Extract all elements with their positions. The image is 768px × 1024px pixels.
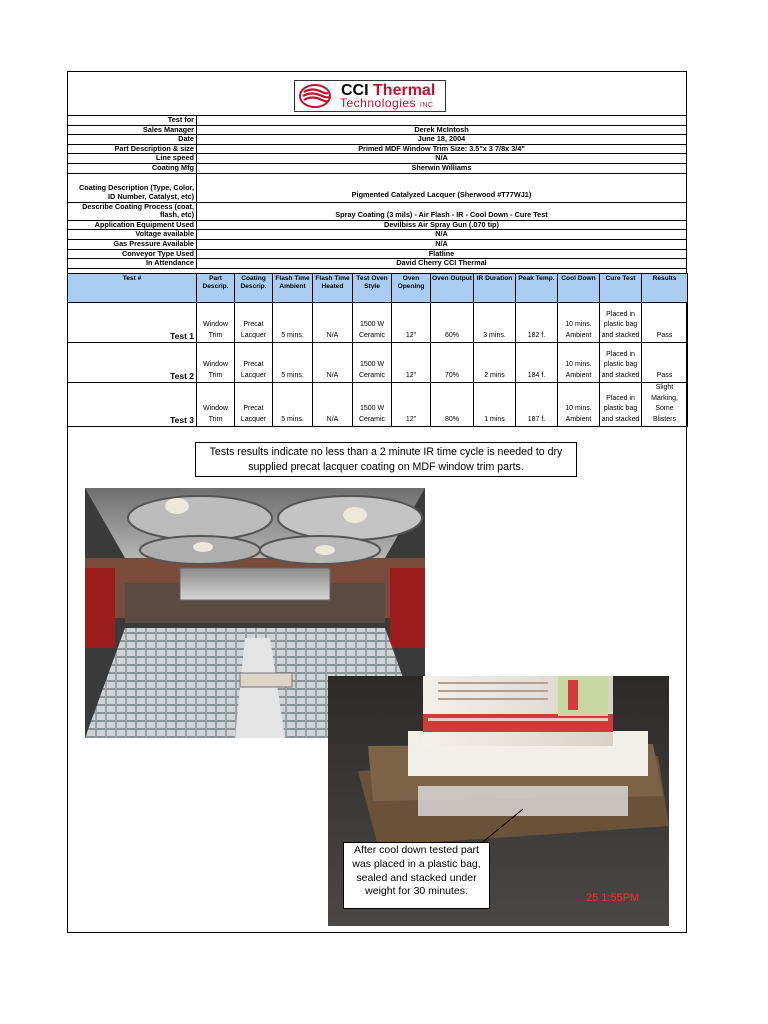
col-header: Cool Down [558, 274, 600, 303]
cell-result: Slight Marking, Some Blisters [642, 383, 688, 427]
test-info-table [67, 115, 687, 269]
cell-part: Window Trim [197, 343, 235, 383]
info-row [68, 154, 687, 164]
cell-cure-test: Placed in plastic bag and stacked [600, 343, 642, 383]
test-name: Test 1 [68, 303, 197, 343]
col-header: Results [642, 274, 688, 303]
info-label: Gas Pressure Available [68, 239, 197, 249]
cell-oven-opening: 12" [392, 383, 431, 427]
info-label: Test for [68, 116, 197, 126]
info-label: Voltage available [68, 230, 197, 240]
test-name: Test 3 [68, 383, 197, 427]
cell-oven-output: 60% [431, 303, 474, 343]
info-row [68, 220, 687, 230]
cell-result: Pass [642, 303, 688, 343]
col-header: Cure Test [600, 274, 642, 303]
photo-date-stamp: 25 1:55PM [586, 892, 640, 904]
cell-ir-duration: 2 mins [474, 343, 516, 383]
cell-oven-style: 1500 W Ceramic [353, 383, 392, 427]
info-value: N/A [197, 154, 687, 164]
info-value: Derek McIntosh [197, 125, 687, 135]
flame-swoosh-icon [298, 83, 332, 109]
info-value: Primed MDF Window Trim Size: 3.5"x 3 7/8x 3/4" [197, 144, 687, 154]
cell-flash-ambient: 5 mins. [273, 343, 313, 383]
cell-part: Window Trim [197, 303, 235, 343]
cell-cool-down: 10 mins. Ambient [558, 343, 600, 383]
cell-ir-duration: 3 mins. [474, 303, 516, 343]
info-row [68, 259, 687, 269]
cell-coating: Precat Lacquer [235, 303, 273, 343]
table-row [68, 383, 688, 427]
cell-oven-style: 1500 W Ceramic [353, 303, 392, 343]
col-header: Oven Opening [392, 274, 431, 303]
info-value: Pigmented Catalyzed Lacquer (Sherwood #T77WJ1) [197, 173, 687, 202]
col-header: Test # [68, 274, 197, 303]
cell-oven-output: 80% [431, 383, 474, 427]
cell-oven-opening: 12" [392, 343, 431, 383]
info-row [68, 239, 687, 249]
col-header: Oven Output [431, 274, 474, 303]
info-row [68, 202, 687, 220]
cell-oven-output: 70% [431, 343, 474, 383]
header-row [68, 274, 688, 303]
info-row [68, 116, 687, 126]
table-row [68, 343, 688, 383]
info-label: Coating Mfg [68, 163, 197, 173]
cell-peak-temp: 182 f. [516, 303, 558, 343]
info-value: David Cherry CCI Thermal [197, 259, 687, 269]
cell-cure-test: Placed in plastic bag and stacked [600, 383, 642, 427]
info-label: In Attendance [68, 259, 197, 269]
company-logo [294, 80, 446, 112]
info-value: N/A [197, 239, 687, 249]
info-value: Sherwin Williams [197, 163, 687, 173]
col-header: Coating Descrip. [235, 274, 273, 303]
info-label: Line speed [68, 154, 197, 164]
test-results-table [67, 273, 688, 427]
info-label: Describe Coating Process (coat, flash, etc) [68, 202, 197, 220]
col-header: Flash Time Ambient [273, 274, 313, 303]
cell-peak-temp: 187 f. [516, 383, 558, 427]
cell-part: Window Trim [197, 383, 235, 427]
cell-coating: Precat Lacquer [235, 383, 273, 427]
cell-oven-opening: 12" [392, 303, 431, 343]
info-label: Date [68, 135, 197, 145]
col-header: Test Oven Style [353, 274, 392, 303]
info-row [68, 135, 687, 145]
info-value: N/A [197, 230, 687, 240]
info-label: Coating Description (Type, Color, ID Number, Catalyst, etc) [68, 173, 197, 202]
cell-cool-down: 10 mins. Ambient [558, 303, 600, 343]
info-row [68, 125, 687, 135]
cell-flash-heated: N/A [313, 303, 353, 343]
cell-oven-style: 1500 W Ceramic [353, 343, 392, 383]
cell-coating: Precat Lacquer [235, 343, 273, 383]
cell-cool-down: 10 mins. Ambient [558, 383, 600, 427]
cell-flash-ambient: 5 mins. [273, 383, 313, 427]
logo-subtitle: Technologies INC [340, 96, 434, 110]
photo-caption: After cool down tested part was placed in a plastic bag, sealed and stacked under weight for 30 minutes. [343, 842, 490, 909]
cell-flash-heated: N/A [313, 343, 353, 383]
summary-note: Tests results indicate no less than a 2 minute IR time cycle is needed to dry supplied precat lacquer coating on MDF window trim parts. [195, 442, 577, 477]
cell-result: Pass [642, 343, 688, 383]
info-row [68, 230, 687, 240]
test-name: Test 2 [68, 343, 197, 383]
info-value [197, 116, 687, 126]
info-label: Sales Manager [68, 125, 197, 135]
col-header: Peak Temp. [516, 274, 558, 303]
col-header: Flash Time Heated [313, 274, 353, 303]
info-row [68, 163, 687, 173]
info-value: Spray Coating (3 mils) - Air Flash - IR - Cool Down - Cure Test [197, 202, 687, 220]
info-value: Devilbiss Air Spray Gun (.070 tip) [197, 220, 687, 230]
info-label: Application Equipment Used [68, 220, 197, 230]
logo-brand: CCI Thermal [341, 82, 436, 99]
info-value: June 18, 2004 [197, 135, 687, 145]
info-row [68, 249, 687, 259]
info-label: Conveyor Type Used [68, 249, 197, 259]
info-value: Flatline [197, 249, 687, 259]
cell-peak-temp: 184 f. [516, 343, 558, 383]
col-header: IR Duration [474, 274, 516, 303]
col-header: Part Descrip. [197, 274, 235, 303]
cell-flash-heated: N/A [313, 383, 353, 427]
cell-cure-test: Placed in plastic bag and stacked [600, 303, 642, 343]
table-row [68, 303, 688, 343]
info-row [68, 173, 687, 202]
info-label: Part Description & size [68, 144, 197, 154]
info-row [68, 144, 687, 154]
cell-flash-ambient: 5 mins. [273, 303, 313, 343]
cell-ir-duration: 1 mins [474, 383, 516, 427]
